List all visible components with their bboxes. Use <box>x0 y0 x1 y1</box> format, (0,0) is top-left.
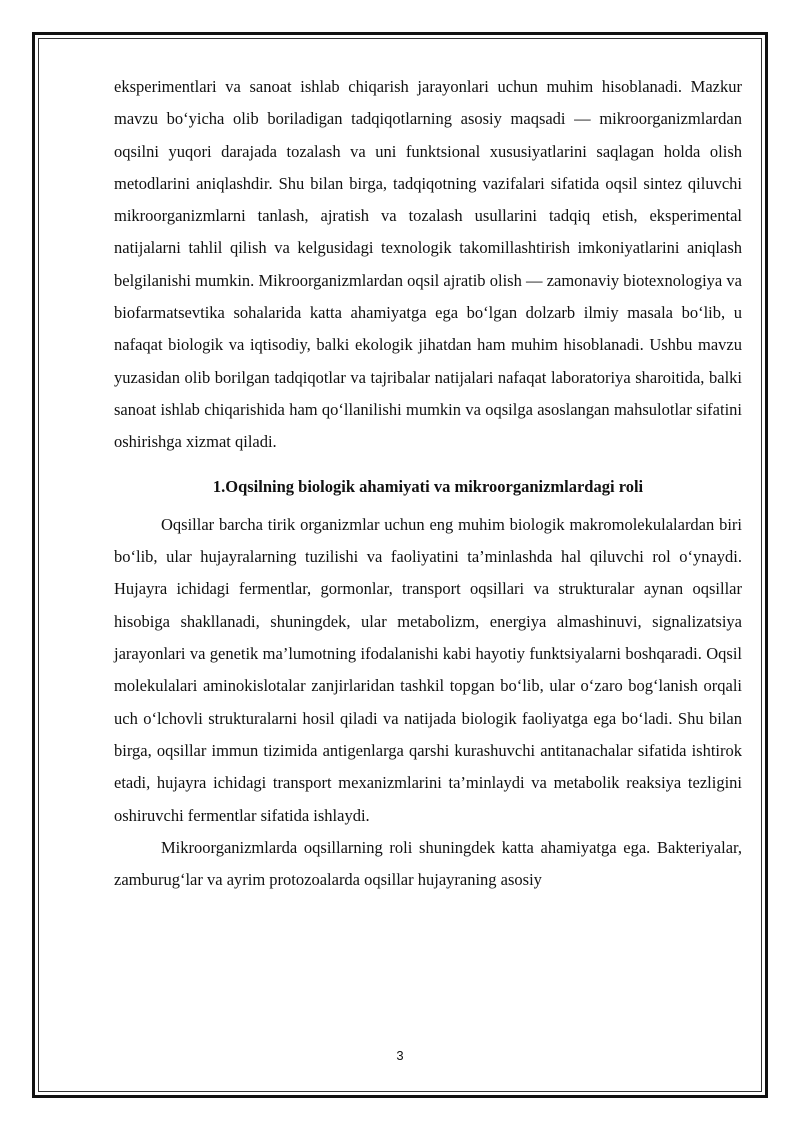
document-body <box>114 71 742 896</box>
paragraph-continuation: eksperimentlari va sanoat ishlab chiqarish jarayonlari uchun muhim hisoblanadi. Mazkur mavzu bo‘yicha olib boriladigan tadqiqotlarning asosiy maqsadi — mikroorganizmlardan oqsilni yuqori darajada tozalash va uni funktsional xususiyatlarini saqlagan holda olish metodlarini aniqlashdir. Shu bilan birga, tadqiqotning vazifalari sifatida oqsil sintez qiluvchi mikroorganizmlarni tanlash, ajratish va tozalash usullarini tadqiq etish, eksperimental natijalarni tahlil qilish va kelgusidagi texnologik takomillashtirish imkoniyatlarini aniqlash belgilanishi mumkin. Mikroorganizmlardan oqsil ajratib olish — zamonaviy biotexnologiya va biofarmatsevtika sohalarida katta ahamiyatga ega bo‘lgan dolzarb ilmiy masala bo‘lib, u nafaqat biologik va iqtisodiy, balki ekologik jihatdan ham muhim hisoblanadi. Ushbu mavzu yuzasidan olib borilgan tadqiqotlar va tajribalar natijalari nafaqat laboratoriya sharoitida, balki sanoat ishlab chiqarishida ham qo‘llanilishi mumkin va oqsilga asoslangan mahsulotlar sifatini oshirishga xizmat qiladi. <box>114 77 742 452</box>
paragraph-proteins: Oqsillar barcha tirik organizmlar uchun eng muhim biologik makromolekulalardan biri bo‘lib, ular hujayralarning tuzilishi va faoliyatini ta’minlashda hal qiluvchi rol o‘ynaydi. Hujayra ichidagi fermentlar, gormonlar, transport oqsillari va strukturalar aynan oqsillar hisobiga shakllanadi, shuningdek, ular metabolizm, energiya almashinuvi, signalizatsiya jarayonlari va genetik ma’lumotning ifodalanishi kabi hayotiy funktsiyalarni boshqaradi. Oqsil molekulalari aminokislotalar zanjirlaridan tashkil topgan bo‘lib, ular o‘zaro bog‘lanish orqali uch o‘lchovli strukturalarni hosil qiladi va natijada biologik faoliyatga ega bo‘ladi. Shu bilan birga, oqsillar immun tizimida antigenlarga qarshi kurashuvchi antitanachalar sifatida ishtirok etadi, hujayra ichidagi transport mexanizmlarini ta’minlaydi va metabolik reaksiya tezligini oshiruvchi fermentlar sifatida ishlaydi. <box>114 514 742 825</box>
section-heading: 1.Oqsilning biologik ahamiyati va mikroorganizmlardagi roli <box>212 476 644 496</box>
paragraph-microorganisms: Mikroorganizmlarda oqsillarning roli shuningdek katta ahamiyatga ega. Bakteriyalar, zamburug‘lar va ayrim protozoalarda oqsillar hujayraning asosiy <box>114 837 742 890</box>
page-number: 3 <box>396 1048 404 1063</box>
